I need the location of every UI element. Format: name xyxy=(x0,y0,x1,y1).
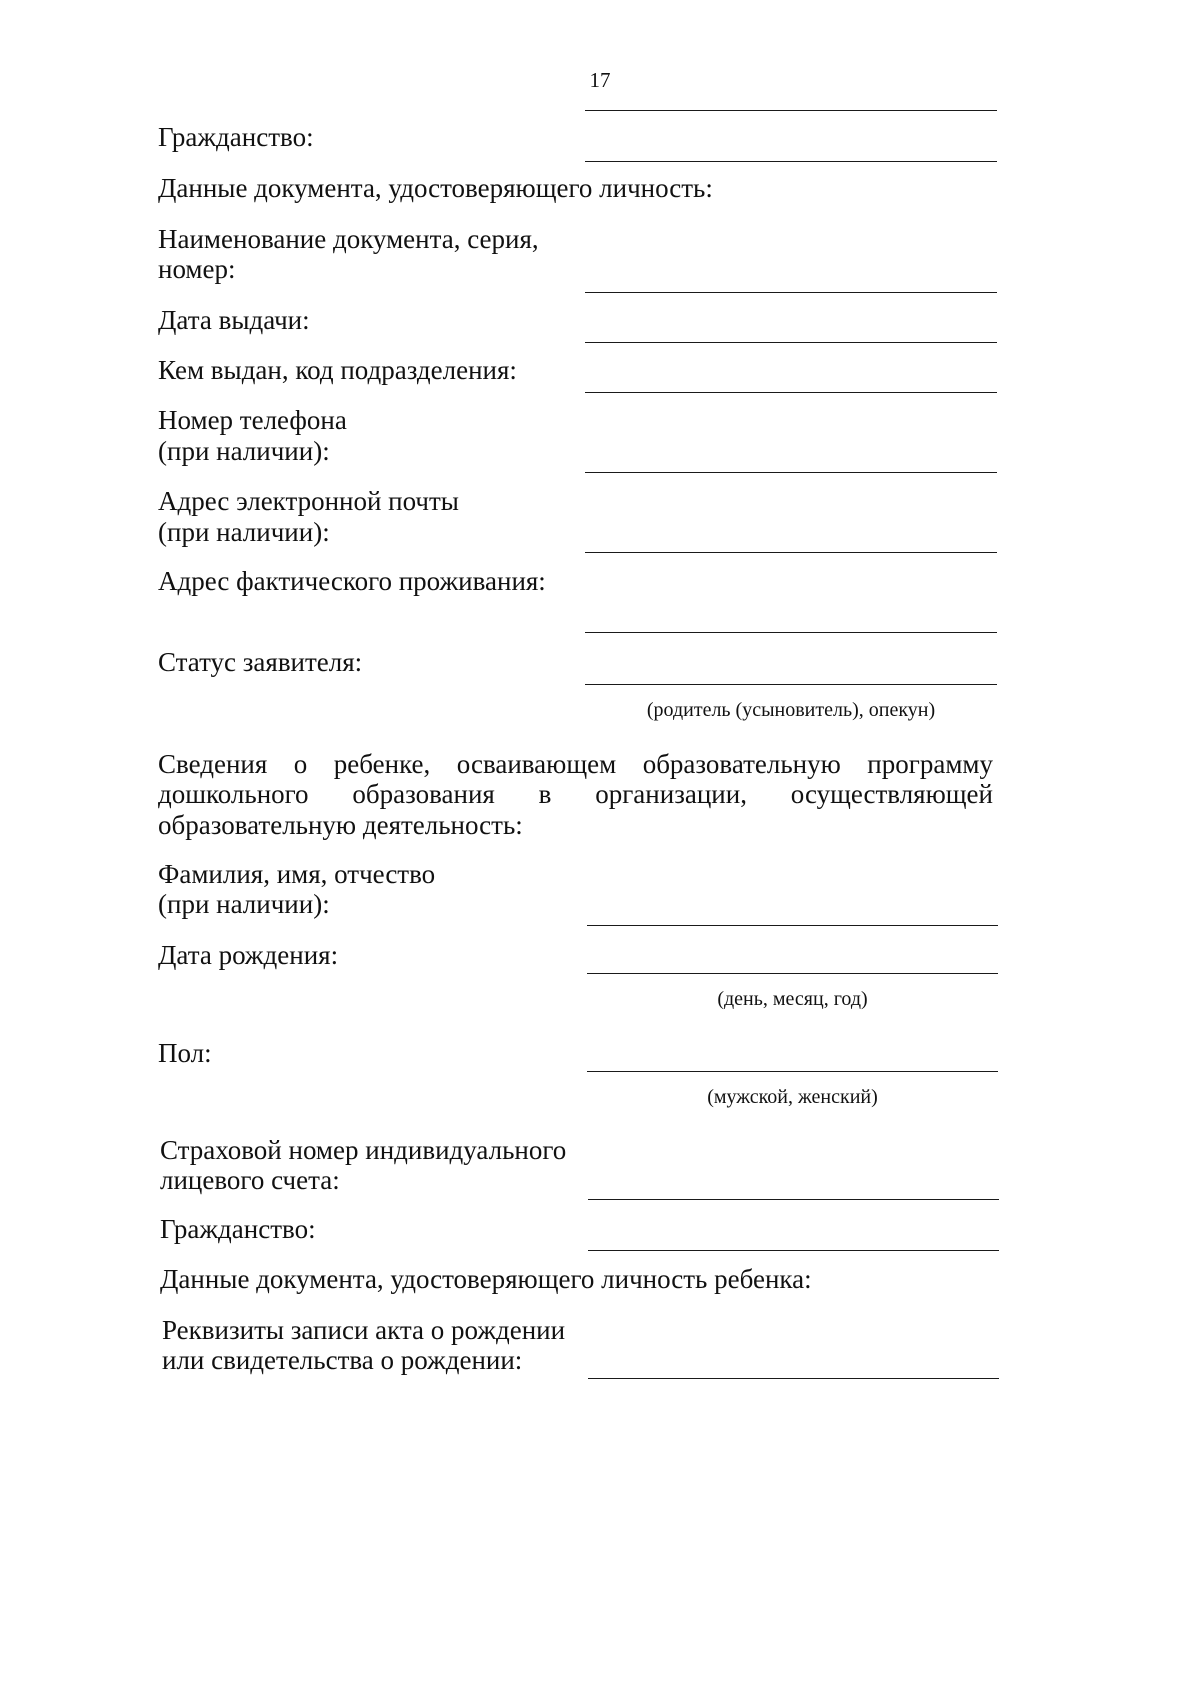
child-sex-field[interactable] xyxy=(587,1071,998,1072)
child-intro-line3: образовательную деятельность: xyxy=(158,810,523,840)
doc-name-label-line1: Наименование документа, серия, xyxy=(158,224,539,254)
email-label-line2: (при наличии): xyxy=(158,517,330,547)
child-birth-record-label-line1: Реквизиты записи акта о рождении xyxy=(162,1315,566,1345)
child-fio-field[interactable] xyxy=(587,925,998,926)
issue-date-field[interactable] xyxy=(585,342,997,343)
child-fio-label-line1: Фамилия, имя, отчество xyxy=(158,859,436,889)
applicant-citizenship-field[interactable] xyxy=(585,161,997,162)
email-label-line1: Адрес электронной почты xyxy=(158,486,459,516)
child-birth-record-field[interactable] xyxy=(588,1378,999,1379)
child-intro-line2: дошкольного образования в организации, осуществляющей xyxy=(158,779,993,809)
child-birth-date-label: Дата рождения: xyxy=(158,940,339,970)
child-citizenship-field[interactable] xyxy=(588,1250,999,1251)
status-label: Статус заявителя: xyxy=(158,647,363,677)
phone-label-line2: (при наличии): xyxy=(158,436,330,466)
applicant-id-document-heading: Данные документа, удостоверяющего личность: xyxy=(158,173,713,203)
doc-name-field[interactable] xyxy=(585,292,997,293)
child-sex-hint: (мужской, женский) xyxy=(707,1086,878,1108)
status-field[interactable] xyxy=(585,684,997,685)
child-intro-line1: Сведения о ребенке, осваивающем образовательную программу xyxy=(158,749,993,779)
issue-date-label: Дата выдачи: xyxy=(158,305,310,335)
doc-name-label-line2: номер: xyxy=(158,254,236,284)
child-birth-date-hint: (день, месяц, год) xyxy=(717,988,868,1010)
status-hint: (родитель (усыновитель), опекун) xyxy=(646,699,936,721)
child-id-document-heading: Данные документа, удостоверяющего личность ребенка: xyxy=(160,1264,812,1294)
child-birth-date-field[interactable] xyxy=(587,973,998,974)
child-sex-label: Пол: xyxy=(158,1038,212,1068)
blank-line xyxy=(585,110,997,111)
page-number: 17 xyxy=(589,68,611,92)
child-fio-label-line2: (при наличии): xyxy=(158,889,330,919)
address-field[interactable] xyxy=(585,632,997,633)
phone-label-line1: Номер телефона xyxy=(158,405,347,435)
child-birth-record-label-line2: или свидетельства о рождении: xyxy=(162,1345,523,1375)
issued-by-label: Кем выдан, код подразделения: xyxy=(158,355,517,385)
applicant-citizenship-label: Гражданство: xyxy=(158,122,314,152)
child-snils-field[interactable] xyxy=(588,1199,999,1200)
child-citizenship-label: Гражданство: xyxy=(160,1214,316,1244)
email-field[interactable] xyxy=(585,552,997,553)
phone-field[interactable] xyxy=(585,472,997,473)
child-snils-label-line1: Страховой номер индивидуального xyxy=(160,1135,567,1165)
address-label: Адрес фактического проживания: xyxy=(158,566,546,596)
issued-by-field[interactable] xyxy=(585,392,997,393)
child-snils-label-line2: лицевого счета: xyxy=(160,1165,340,1195)
